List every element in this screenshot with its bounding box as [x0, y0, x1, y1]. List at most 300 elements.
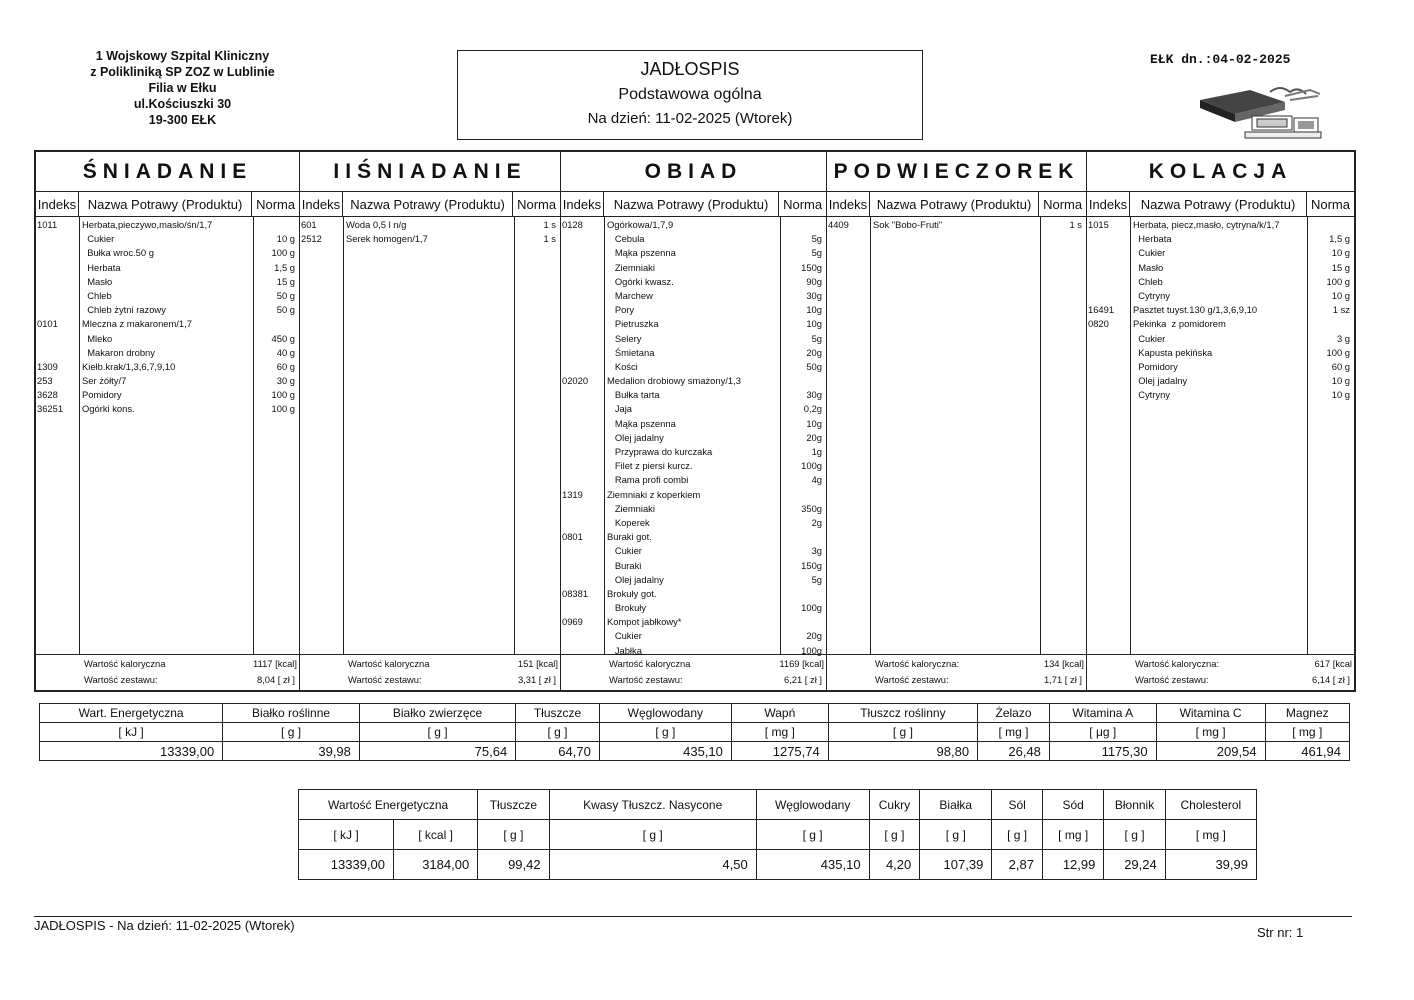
nutrient-unit: [ mg ] — [1042, 820, 1103, 850]
column-header-index: Indeks — [827, 192, 870, 216]
item-name: Cukier — [1133, 332, 1166, 344]
item-norm: 30g — [806, 389, 822, 401]
item-name: Kiełb.krak/1,3,6,7,9,10 — [82, 360, 176, 372]
meal-title: KOLACJA — [1087, 152, 1354, 192]
menu-item-row — [561, 517, 826, 531]
meal-column-1 — [300, 152, 561, 690]
menu-item-row — [36, 304, 299, 318]
item-name: Olej jadalny — [1133, 375, 1188, 387]
nutrient-value: 435,10 — [599, 742, 731, 761]
column-header-name: Nazwa Potrawy (Produktu) — [79, 192, 252, 216]
item-norm: 30g — [806, 289, 822, 301]
item-norm: 10g — [806, 318, 822, 330]
nutrient-name: Tłuszcze — [516, 704, 600, 723]
item-name: Kości — [607, 360, 638, 372]
item-index: 4409 — [828, 219, 849, 230]
place-date: EŁK dn.:04-02-2025 — [1150, 52, 1291, 67]
menu-item-row — [827, 219, 1086, 233]
nutrient-value: 2,87 — [992, 850, 1043, 880]
nutrient-unit: [ mg ] — [1156, 723, 1265, 742]
nutrient-unit: [ kJ ] — [299, 820, 394, 850]
calorie-label: Wartość kaloryczna — [84, 658, 166, 669]
meal-summary — [1087, 654, 1354, 690]
column-divider — [1040, 217, 1041, 655]
nutrient-value: 3184,00 — [394, 850, 478, 880]
meal-column-3 — [827, 152, 1087, 690]
column-headers — [827, 192, 1086, 217]
hospital-line: z Polikliniką SP ZOZ w Lublinie — [90, 65, 275, 79]
item-name: Koperek — [607, 516, 650, 528]
menu-item-row — [561, 375, 826, 389]
cost-label: Wartość zestawu: — [84, 674, 158, 685]
nutrient-unit: [ g ] — [869, 820, 920, 850]
menu-item-row — [1087, 389, 1354, 403]
item-index: 2512 — [301, 233, 322, 245]
menu-item-row — [561, 474, 826, 488]
item-norm: 10g — [806, 417, 822, 429]
item-norm: 50 g — [276, 304, 295, 316]
column-headers — [1087, 192, 1354, 217]
item-norm: 3g — [811, 545, 822, 557]
item-name: Cukier — [82, 233, 115, 245]
column-header-index: Indeks — [300, 192, 343, 216]
item-index: 0101 — [37, 318, 58, 330]
menu-item-row — [561, 531, 826, 545]
nutrient-name: Białko roślinne — [223, 704, 360, 723]
meal-title: ŚNIADANIE — [36, 152, 299, 192]
calorie-label: Wartość kaloryczna — [609, 658, 691, 669]
menu-item-row — [300, 233, 560, 247]
item-name: Masło — [82, 275, 113, 287]
footer-left-text: JADŁOSPIS - Na dzień: 11-02-2025 (Wtorek) — [34, 918, 295, 933]
item-norm: 15 g — [1331, 261, 1350, 273]
menu-item-row — [561, 318, 826, 332]
item-norm: 100g — [801, 602, 822, 614]
item-name: Ziemniaki — [607, 261, 655, 273]
nutrient-unit: [ g ] — [756, 820, 869, 850]
nutrient-value: 1175,30 — [1049, 742, 1156, 761]
nutrition-unit-row — [40, 723, 1350, 742]
meal-items — [300, 217, 560, 655]
nutrient-unit: [ mg ] — [1165, 820, 1256, 850]
cost-value: 8,04 [ zł ] — [256, 674, 295, 685]
nutrition-value-row — [40, 742, 1350, 761]
item-name: Selery — [607, 332, 642, 344]
item-norm: 350g — [801, 502, 822, 514]
diet-name: Podstawowa ogólna — [618, 86, 762, 103]
item-norm: 2g — [811, 516, 822, 528]
hospital-address — [60, 48, 305, 128]
column-divider — [343, 217, 344, 655]
item-norm: 20g — [806, 431, 822, 443]
item-norm: 450 g — [271, 332, 295, 344]
nutrition-table-1 — [39, 703, 1350, 761]
item-norm: 60 g — [276, 360, 295, 372]
item-index: 253 — [37, 375, 53, 387]
nutrient-value: 12,99 — [1042, 850, 1103, 880]
nutrient-value: 75,64 — [359, 742, 515, 761]
item-norm: 40 g — [276, 346, 295, 358]
meal-title: OBIAD — [561, 152, 826, 192]
nutrient-value: 4,50 — [549, 850, 756, 880]
menu-item-row — [1087, 233, 1354, 247]
meal-items — [36, 217, 299, 655]
item-name: Medalion drobiowy smażony/1,3 — [607, 375, 741, 387]
nutrition-table-2 — [298, 789, 1257, 880]
item-norm: 20g — [806, 346, 822, 358]
item-norm: 1,5 g — [274, 261, 295, 273]
nutrient-name: Wart. Energetyczna — [40, 704, 223, 723]
meal-summary — [561, 654, 826, 690]
nutrient-unit: [ g ] — [478, 820, 549, 850]
item-norm: 10g — [806, 304, 822, 316]
menu-item-row — [36, 403, 299, 417]
nutrient-name: Tłuszcze — [478, 790, 549, 820]
item-norm: 100 g — [271, 389, 295, 401]
nutrient-value: 39,99 — [1165, 850, 1256, 880]
item-norm: 150g — [801, 261, 822, 273]
menu-item-row — [561, 432, 826, 446]
item-name: Sok "Bobo-Fruti" — [873, 219, 943, 230]
menu-item-row — [36, 247, 299, 261]
item-name: Pomidory — [1133, 360, 1178, 372]
menu-item-row — [561, 574, 826, 588]
item-index: 1011 — [37, 219, 58, 230]
meal-column-0 — [36, 152, 300, 690]
nutrient-name: Cholesterol — [1165, 790, 1256, 820]
nutrient-name: Białko zwierzęce — [359, 704, 515, 723]
item-norm: 10 g — [276, 233, 295, 245]
item-name: Chleb — [82, 289, 112, 301]
nutrient-unit: [ g ] — [992, 820, 1043, 850]
column-header-index: Indeks — [561, 192, 604, 216]
column-header-name: Nazwa Potrawy (Produktu) — [870, 192, 1039, 216]
item-index: 16491 — [1088, 304, 1115, 316]
nutrient-name: Sód — [1042, 790, 1103, 820]
item-norm: 10 g — [1331, 375, 1350, 387]
nutrient-name: Węglowodany — [599, 704, 731, 723]
item-name: Olej jadalny — [607, 573, 664, 585]
hospital-line: ul.Kościuszki 30 — [133, 97, 232, 111]
item-norm: 20g — [806, 630, 822, 642]
nutrient-value: 209,54 — [1156, 742, 1265, 761]
item-name: Cebula — [607, 233, 645, 245]
menu-item-row — [1087, 290, 1354, 304]
nutrition2-header-row — [299, 790, 1257, 820]
menu-item-row — [561, 333, 826, 347]
item-name: Woda 0,5 l n/g — [346, 219, 407, 230]
meal-title: PODWIECZOREK — [827, 152, 1086, 192]
item-name: Śmietana — [607, 346, 655, 358]
meal-column-2 — [561, 152, 827, 690]
item-index: 0128 — [562, 219, 583, 230]
cost-label: Wartość zestawu: — [1135, 674, 1209, 685]
menu-item-row — [36, 219, 299, 233]
item-name: Ziemniaki — [607, 502, 655, 514]
item-norm: 15 g — [276, 275, 295, 287]
column-divider — [870, 217, 871, 655]
column-header-name: Nazwa Potrawy (Produktu) — [343, 192, 513, 216]
nutrient-name: Żelazo — [978, 704, 1050, 723]
column-header-norm: Norma — [783, 196, 823, 212]
column-header-name: Nazwa Potrawy (Produktu) — [1130, 192, 1307, 216]
nutrient-unit: [ kcal ] — [394, 820, 478, 850]
menu-item-row — [561, 616, 826, 630]
column-header-norm: Norma — [256, 196, 296, 212]
nutrient-name: Wartość Energetyczna — [299, 790, 478, 820]
item-norm: 1 s — [1069, 219, 1082, 230]
menu-item-row — [561, 361, 826, 375]
item-norm: 1 s — [543, 219, 556, 230]
menu-item-row — [36, 262, 299, 276]
menu-item-row — [561, 630, 826, 644]
item-norm: 90g — [806, 275, 822, 287]
nutrient-unit: [ g ] — [599, 723, 731, 742]
menu-item-row — [1087, 347, 1354, 361]
item-name: Chleb — [1133, 275, 1163, 287]
menu-item-row — [561, 545, 826, 559]
item-norm: 100 g — [271, 247, 295, 259]
item-name: Buraki got. — [607, 531, 652, 543]
nutrient-unit: [ g ] — [920, 820, 992, 850]
cost-value: 6,14 [ zł ] — [1311, 674, 1350, 685]
meal-items — [561, 217, 826, 655]
menu-item-row — [561, 304, 826, 318]
item-norm: 1 s — [543, 233, 556, 245]
item-name: Herbata,pieczywo,masło/śn/1,7 — [82, 219, 213, 230]
item-name: Herbata — [82, 261, 121, 273]
calorie-value: 151 [kcal] — [517, 658, 558, 669]
item-name: Ziemniaki z koperkiem — [607, 488, 701, 500]
column-header-norm: Norma — [517, 196, 557, 212]
menu-item-row — [561, 446, 826, 460]
item-name: Kompot jabłkowy* — [607, 616, 682, 628]
meal-items — [827, 217, 1086, 655]
calorie-value: 617 [kcal — [1314, 658, 1352, 669]
nutrient-unit: [ g ] — [549, 820, 756, 850]
page-number: Str nr: 1 — [1257, 925, 1304, 940]
column-headers — [36, 192, 299, 217]
nutrient-value: 4,20 — [869, 850, 920, 880]
column-header-name: Nazwa Potrawy (Produktu) — [604, 192, 779, 216]
meal-summary — [827, 654, 1086, 690]
item-name: Chleb żytni razowy — [82, 304, 166, 316]
nutrient-value: 98,80 — [828, 742, 977, 761]
item-name: Bułka wroc.50 g — [82, 247, 154, 259]
menu-item-row — [561, 602, 826, 616]
item-name: Mleczna z makaronem/1,7 — [82, 318, 192, 330]
menu-item-row — [561, 262, 826, 276]
nutrient-unit: [ mg ] — [1265, 723, 1349, 742]
item-index: 1015 — [1088, 219, 1109, 230]
nutrient-name: Sól — [992, 790, 1043, 820]
item-norm: 150g — [801, 559, 822, 571]
column-headers — [300, 192, 560, 217]
menu-item-row — [561, 503, 826, 517]
item-name: Pietruszka — [607, 318, 659, 330]
menu-item-row — [561, 460, 826, 474]
item-name: Ser żółty/7 — [82, 375, 127, 387]
item-index: 3628 — [37, 389, 58, 401]
nutrient-value: 13339,00 — [299, 850, 394, 880]
menu-item-row — [561, 276, 826, 290]
item-norm: 30 g — [276, 375, 295, 387]
item-name: Ogórki kwasz. — [607, 275, 674, 287]
item-name: Bułka tarta — [607, 389, 660, 401]
menu-item-row — [36, 389, 299, 403]
nutrient-value: 1275,74 — [731, 742, 828, 761]
item-norm: 100 g — [1326, 346, 1350, 358]
calorie-value: 1169 [kcal] — [779, 658, 824, 669]
cost-label: Wartość zestawu: — [875, 674, 949, 685]
cost-value: 1,71 [ zł ] — [1043, 674, 1082, 685]
item-index: 1319 — [562, 488, 583, 500]
menu-item-row — [36, 233, 299, 247]
menu-item-row — [561, 247, 826, 261]
nutrient-name: Cukry — [869, 790, 920, 820]
column-header-index: Indeks — [36, 192, 79, 216]
item-name: Jaja — [607, 403, 633, 415]
book-computer-logo-icon — [1190, 82, 1340, 140]
item-name: Herbata, piecz,masło, cytryna/k/1,7 — [1133, 219, 1280, 230]
item-name: Olej jadalny — [607, 431, 664, 443]
item-norm: 10 g — [1331, 247, 1350, 259]
item-name: Ogórkowa/1,7,9 — [607, 219, 674, 230]
item-name: Ogórki kons. — [82, 403, 135, 415]
item-name: Cukier — [1133, 247, 1166, 259]
menu-item-row — [1087, 247, 1354, 261]
item-norm: 0,2g — [803, 403, 822, 415]
item-name: Pory — [607, 304, 635, 316]
nutrient-name: Kwasy Tłuszcz. Nasycone — [549, 790, 756, 820]
meal-column-4 — [1087, 152, 1354, 690]
item-name: Pekinka z pomidorem — [1133, 318, 1226, 330]
item-name: Przyprawa do kurczaka — [607, 446, 713, 457]
menu-item-row — [36, 333, 299, 347]
item-name: Cukier — [607, 545, 642, 557]
menu-item-row — [561, 219, 826, 233]
menu-item-row — [1087, 318, 1354, 332]
item-index: 0969 — [562, 616, 583, 628]
nutrient-name: Tłuszcz roślinny — [828, 704, 977, 723]
item-name: Buraki — [607, 559, 642, 571]
calorie-label: Wartość kaloryczna: — [1135, 658, 1220, 669]
menu-item-row — [1087, 375, 1354, 389]
nutrient-unit: [ mg ] — [731, 723, 828, 742]
item-index: 36251 — [37, 403, 64, 415]
nutrient-unit: [ g ] — [828, 723, 977, 742]
item-norm: 60 g — [1331, 360, 1350, 372]
item-name: Brokuły got. — [607, 587, 657, 599]
item-index: 08381 — [562, 587, 589, 599]
item-index: 0820 — [1088, 318, 1109, 330]
nutrition-header-row — [40, 704, 1350, 723]
nutrient-value: 435,10 — [756, 850, 869, 880]
item-norm: 5g — [811, 247, 822, 259]
item-name: Marchew — [607, 289, 653, 301]
item-name: Mąka pszenna — [607, 247, 676, 259]
nutrient-unit: [ mg ] — [978, 723, 1050, 742]
meal-items — [1087, 217, 1354, 655]
menu-item-row — [1087, 333, 1354, 347]
column-header-index: Indeks — [1087, 192, 1130, 216]
menu-item-row — [561, 403, 826, 417]
menu-item-row — [36, 290, 299, 304]
nutrient-value: 26,48 — [978, 742, 1050, 761]
item-name: Brokuły — [607, 602, 647, 614]
menu-item-row — [1087, 262, 1354, 276]
nutrition2-value-row — [299, 850, 1257, 880]
item-name: Kapusta pekińska — [1133, 346, 1213, 358]
item-index: 02020 — [562, 375, 589, 387]
menu-item-row — [561, 389, 826, 403]
menu-item-row — [561, 560, 826, 574]
calorie-label: Wartość kaloryczna: — [875, 658, 960, 669]
nutrient-name: Witamina A — [1049, 704, 1156, 723]
menu-grid — [34, 150, 1356, 692]
item-norm: 5g — [811, 332, 822, 344]
item-index: 0801 — [562, 531, 583, 543]
menu-item-row — [1087, 276, 1354, 290]
item-norm: 5g — [811, 573, 822, 585]
item-norm: 10 g — [1331, 289, 1350, 301]
nutrient-name: Wapń — [731, 704, 828, 723]
meal-summary — [300, 654, 560, 690]
item-name: Filet z piersi kurcz. — [607, 460, 693, 472]
nutrient-name: Witamina C — [1156, 704, 1265, 723]
nutrient-unit: [ g ] — [516, 723, 600, 742]
item-index: 601 — [301, 219, 317, 230]
cost-label: Wartość zestawu: — [609, 674, 683, 685]
item-norm: 10 g — [1331, 389, 1350, 401]
item-name: Mleko — [82, 332, 113, 344]
meal-title: IIŚNIADANIE — [300, 152, 560, 192]
column-header-norm: Norma — [1043, 196, 1083, 212]
item-norm: 100 g — [1326, 275, 1350, 287]
menu-item-row — [561, 489, 826, 503]
meal-summary — [36, 654, 299, 690]
item-name: Jabłka — [607, 644, 642, 656]
nutrient-name: Białka — [920, 790, 992, 820]
menu-item-row — [561, 588, 826, 602]
nutrient-unit: [ g ] — [223, 723, 360, 742]
menu-item-row — [300, 219, 560, 233]
nutrient-value: 99,42 — [478, 850, 549, 880]
nutrient-value: 13339,00 — [40, 742, 223, 761]
menu-item-row — [36, 276, 299, 290]
nutrient-unit: [ g ] — [359, 723, 515, 742]
item-norm: 50 g — [276, 289, 295, 301]
nutrient-value: 64,70 — [516, 742, 600, 761]
item-norm: 100g — [801, 460, 822, 472]
menu-item-row — [1087, 219, 1354, 233]
item-norm: 100g — [801, 644, 822, 656]
item-name: Serek homogen/1,7 — [346, 233, 428, 245]
column-divider — [514, 217, 515, 655]
hospital-line: 19-300 EŁK — [148, 113, 217, 127]
nutrient-value: 39,98 — [223, 742, 360, 761]
hospital-line: 1 Wojskowy Szpital Kliniczny — [95, 49, 270, 63]
menu-item-row — [36, 318, 299, 332]
menu-item-row — [561, 418, 826, 432]
nutrient-value: 29,24 — [1104, 850, 1165, 880]
item-name: Makaron drobny — [82, 346, 155, 358]
document-title: JADŁOSPIS — [640, 59, 740, 79]
menu-item-row — [36, 375, 299, 389]
item-norm: 3 g — [1336, 332, 1350, 344]
item-norm: 1 sz — [1332, 304, 1350, 316]
menu-item-row — [1087, 304, 1354, 318]
